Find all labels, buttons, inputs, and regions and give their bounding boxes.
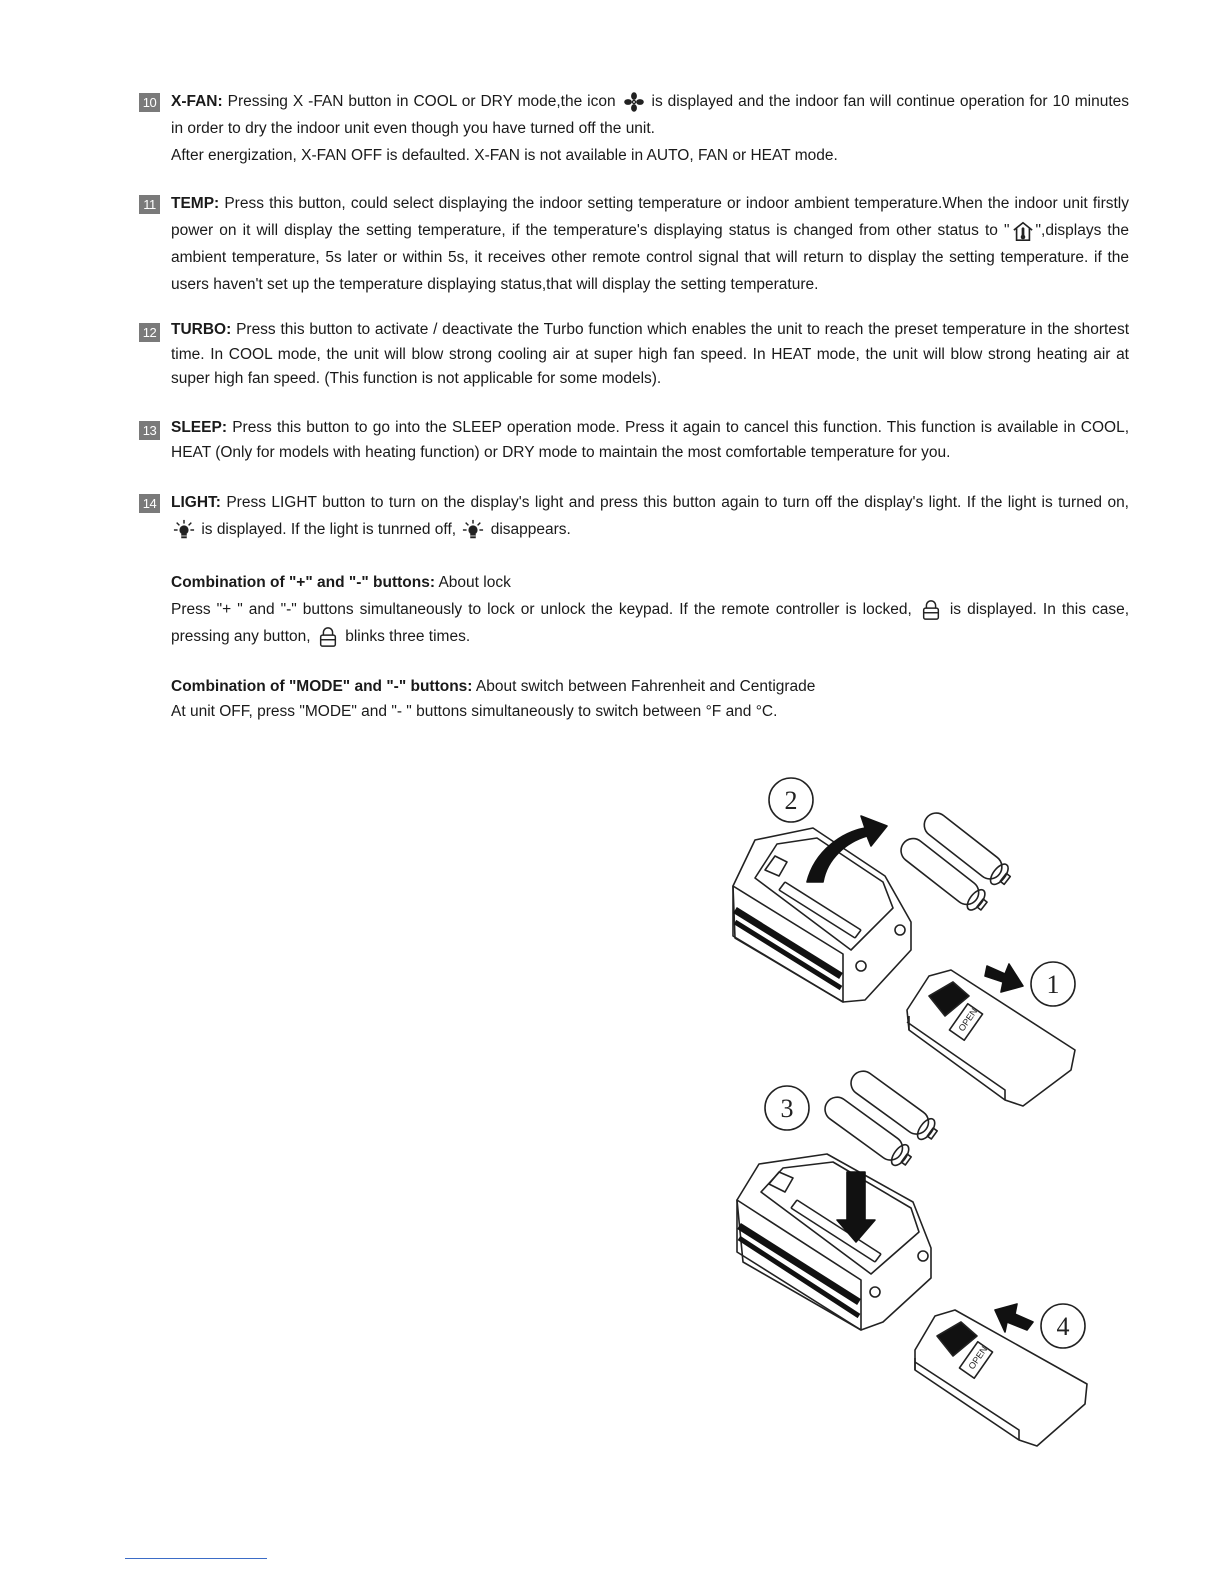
item-number: 13 xyxy=(139,421,160,440)
combo-temp-unit: Combination of "MODE" and "-" buttons: About switch between Fahrenheit and Centigrade At unit OFF, press "MODE" and "- " buttons simultaneously to switch between °F and °C. xyxy=(171,678,816,720)
item-temp: 11 TEMP: Press this button, could select displaying the indoor setting temperature or indoor ambient temperature.When the indoor unit firstly power on it will display the setting temperature, if the temperature's displaying status is changed from other status to " ",displays the ambient temperature, 5s later or within 5s, it receives other remote control signal that will return to display the setting temperature. if the users haven't set up the temperature displaying status,that will display the setting temperature. xyxy=(139,190,1129,298)
item-number: 12 xyxy=(139,323,160,342)
fan-icon xyxy=(623,91,645,113)
batteries-top xyxy=(896,808,1014,915)
item-title: TEMP: xyxy=(171,195,220,212)
house-thermometer-icon xyxy=(1012,220,1034,242)
slide-arrow-1 xyxy=(985,964,1023,992)
battery-install-illustration xyxy=(715,770,1105,1470)
item-number: 11 xyxy=(139,195,160,214)
step-label-3: 3 xyxy=(780,1094,794,1123)
combo-lock: Combination of "+" and "-" buttons: About lock Press "+ " and "-" buttons simultaneously to lock or unlock the keypad. If the remote controller is locked, is displayed. In this case, pressing any button, blinks three times. xyxy=(171,569,1129,650)
item-turbo: 12 TURBO: Press this button to activate / deactivate the Turbo function which enables the unit to reach the preset temperature in the shortest time. In COOL mode, the unit will blow strong cooling air at super high fan speed. In HEAT mode, the unit will blow strong heating air at super high fan speed. (This function is not applicable for some models). xyxy=(139,318,1129,392)
lock-icon xyxy=(317,626,339,648)
slide-arrow-4 xyxy=(995,1304,1033,1332)
lock-icon xyxy=(920,599,942,621)
batteries-bottom xyxy=(820,1066,941,1170)
item-title: X-FAN: xyxy=(171,93,223,110)
cover-label: OPEN xyxy=(956,1006,980,1034)
step-label-1: 1 xyxy=(1046,970,1060,999)
footer-rule xyxy=(125,1558,267,1559)
item-title: TURBO: xyxy=(171,321,232,338)
cover-label: OPEN xyxy=(966,1344,990,1372)
item-title: LIGHT: xyxy=(171,494,221,511)
light-icon xyxy=(462,519,484,541)
remote-body-bottom xyxy=(737,1154,931,1330)
light-icon xyxy=(173,519,195,541)
lift-arrow xyxy=(807,816,887,882)
combo-title: Combination of "MODE" and "-" buttons: xyxy=(171,678,473,695)
item-number: 14 xyxy=(139,494,160,513)
item-light: 14 LIGHT: Press LIGHT button to turn on the display's light and press this button again to turn off the display's light. If the light is turned on, is displayed. If the light is tunrned off, disappears. xyxy=(139,489,1129,543)
step-label-4: 4 xyxy=(1056,1312,1070,1341)
item-xfan: 10 X-FAN: Pressing X -FAN button in COOL or DRY mode,the icon is displayed and the indoor fan will continue operation for 10 minutes in order to dry the indoor unit even though you have turned off the unit. After energization, X-FAN OFF is defaulted. X-FAN is not available in AUTO, FAN or HEAT mode. xyxy=(139,88,1129,169)
item-title: SLEEP: xyxy=(171,419,227,436)
combo-title: Combination of "+" and "-" buttons: xyxy=(171,574,436,591)
step-label-2: 2 xyxy=(784,786,798,815)
item-number: 10 xyxy=(139,93,160,112)
item-sleep: 13 SLEEP: Press this button to go into the SLEEP operation mode. Press it again to cancel this function. This function is available in COOL, HEAT (Only for models with heating function) or DRY mode to maintain the most comfortable temperature for you. xyxy=(139,416,1129,465)
